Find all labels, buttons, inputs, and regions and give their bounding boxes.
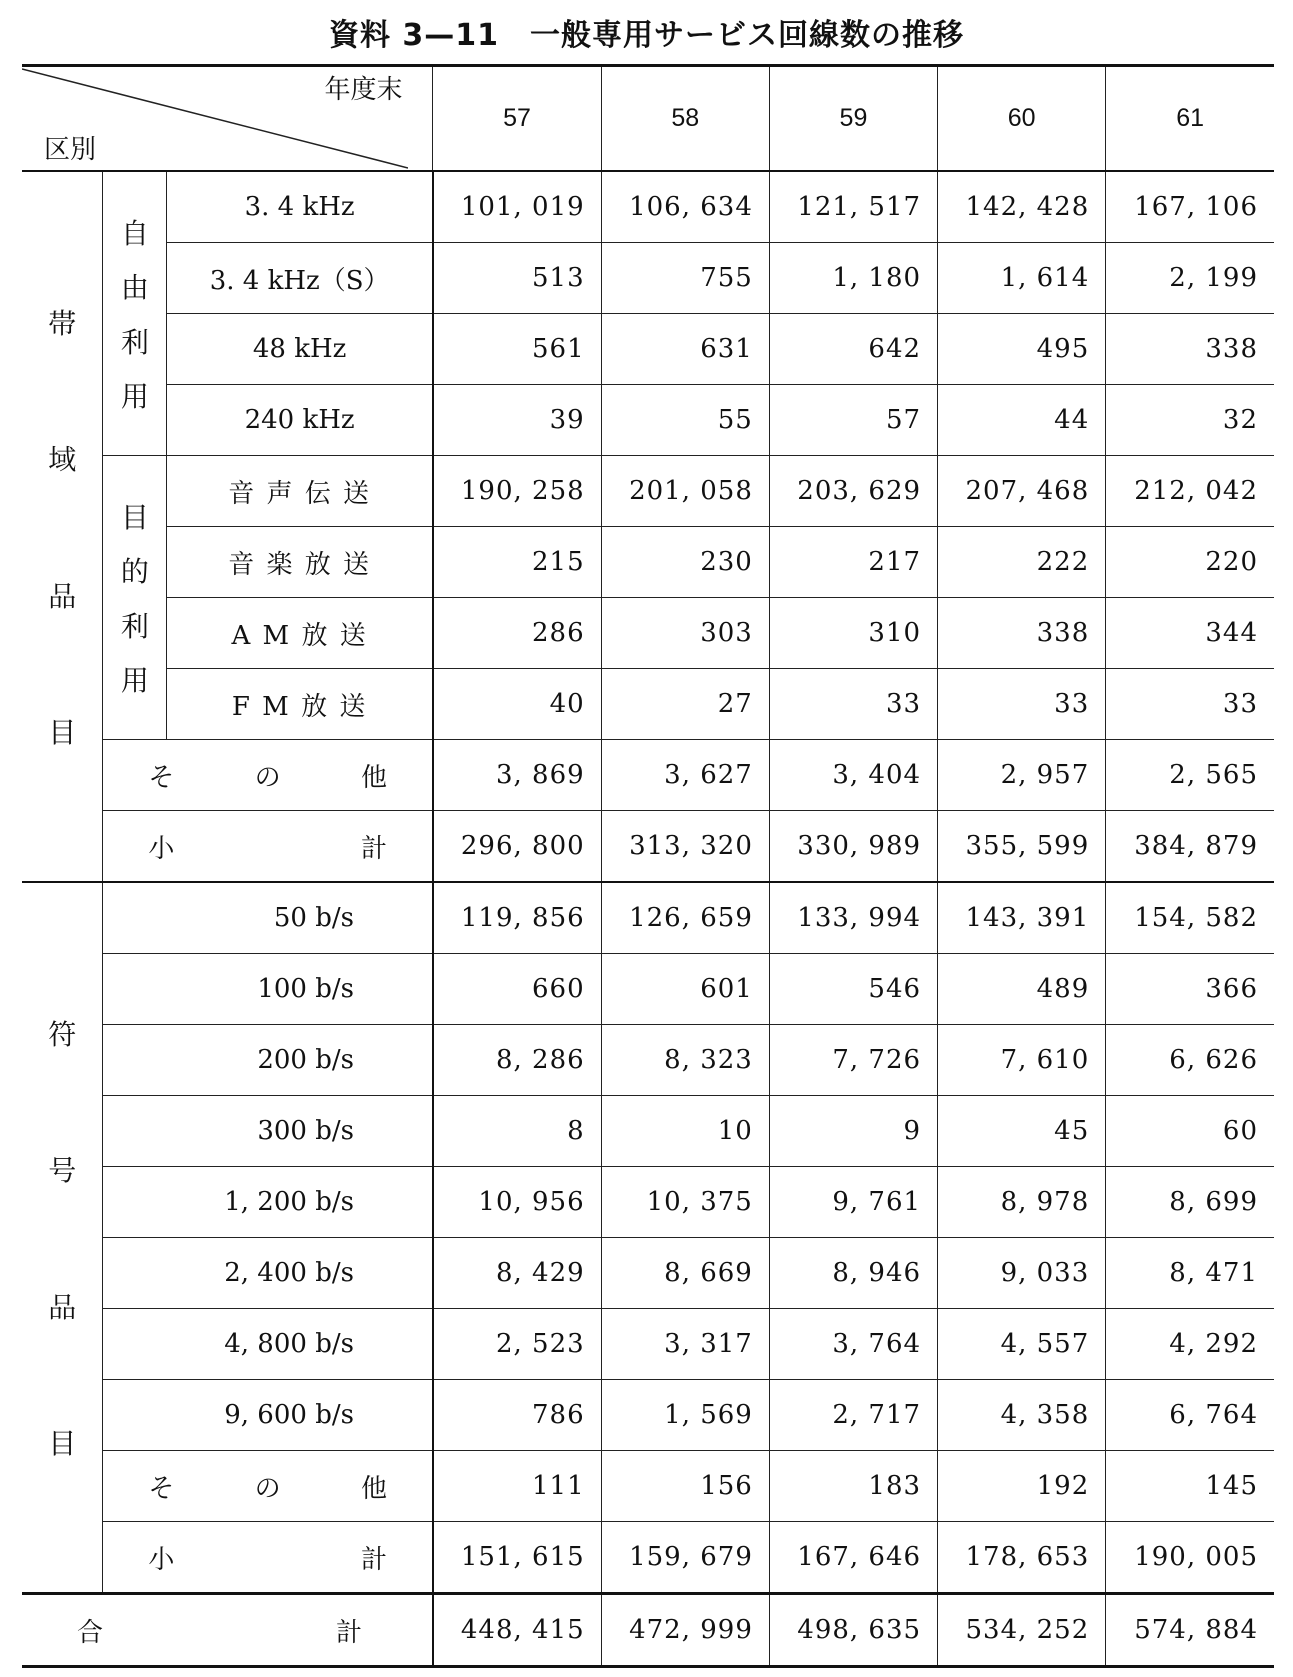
free-use-label-char: 利 bbox=[120, 325, 149, 359]
item-label: 1, 200 b/s bbox=[103, 1167, 433, 1238]
value-cell: 57 bbox=[769, 385, 937, 456]
year-header: 61 bbox=[1106, 66, 1274, 172]
value-cell: 10, 375 bbox=[601, 1167, 769, 1238]
value-cell: 145 bbox=[1106, 1451, 1274, 1522]
table-row bbox=[22, 1025, 1274, 1096]
value-cell: 344 bbox=[1106, 598, 1274, 669]
value-cell: 755 bbox=[601, 243, 769, 314]
table-row bbox=[22, 954, 1274, 1025]
value-cell: 8, 323 bbox=[601, 1025, 769, 1096]
item-label: 300 b/s bbox=[103, 1096, 433, 1167]
free-use-label-char: 由 bbox=[120, 271, 149, 305]
value-cell: 313, 320 bbox=[601, 811, 769, 883]
value-cell: 143, 391 bbox=[938, 882, 1106, 954]
band-category-label-char: 域 bbox=[48, 443, 77, 477]
other-label-char: そ bbox=[148, 762, 175, 793]
item-label: 音 声 伝 送 bbox=[167, 456, 433, 527]
value-cell: 355, 599 bbox=[938, 811, 1106, 883]
table-row bbox=[22, 1451, 1274, 1522]
value-cell: 786 bbox=[433, 1380, 601, 1451]
value-cell: 178, 653 bbox=[938, 1522, 1106, 1594]
year-header: 60 bbox=[938, 66, 1106, 172]
table-row bbox=[22, 1380, 1274, 1451]
table-row bbox=[22, 1238, 1274, 1309]
value-cell: 489 bbox=[938, 954, 1106, 1025]
value-cell: 220 bbox=[1106, 527, 1274, 598]
value-cell: 338 bbox=[938, 598, 1106, 669]
code-category-label bbox=[22, 882, 103, 1594]
total-label-text bbox=[22, 1612, 432, 1649]
value-cell: 40 bbox=[433, 669, 601, 740]
value-cell: 660 bbox=[433, 954, 601, 1025]
value-cell: 9 bbox=[769, 1096, 937, 1167]
value-cell: 366 bbox=[1106, 954, 1274, 1025]
free-use-label-char: 自 bbox=[120, 216, 149, 250]
value-cell: 631 bbox=[601, 314, 769, 385]
value-cell: 4, 358 bbox=[938, 1380, 1106, 1451]
subtotal-label-text bbox=[103, 1539, 432, 1576]
purpose-use-label-char: 的 bbox=[120, 555, 149, 589]
value-cell: 167, 646 bbox=[769, 1522, 937, 1594]
code-category-label-stack bbox=[22, 965, 102, 1511]
item-label: 3. 4 kHz bbox=[167, 171, 433, 243]
item-label: 3. 4 kHz（S） bbox=[167, 243, 433, 314]
category-header-label: 区別 bbox=[44, 135, 97, 165]
value-cell: 495 bbox=[938, 314, 1106, 385]
page-title: 資料 3—11 一般専用サービス回線数の推移 bbox=[328, 18, 965, 53]
subtotal-label-text bbox=[103, 828, 432, 865]
item-label: 9, 600 b/s bbox=[103, 1380, 433, 1451]
value-cell: 8, 471 bbox=[1106, 1238, 1274, 1309]
free-use-label-stack bbox=[103, 204, 166, 422]
value-cell: 642 bbox=[769, 314, 937, 385]
band-category-label-char: 品 bbox=[48, 579, 77, 613]
value-cell: 3, 317 bbox=[601, 1309, 769, 1380]
purpose-use-label-char: 用 bbox=[120, 664, 149, 698]
code-category-label-char: 品 bbox=[48, 1290, 77, 1324]
value-cell: 8, 978 bbox=[938, 1167, 1106, 1238]
value-cell: 10 bbox=[601, 1096, 769, 1167]
table-row bbox=[22, 456, 1274, 527]
value-cell: 3, 764 bbox=[769, 1309, 937, 1380]
value-cell: 203, 629 bbox=[769, 456, 937, 527]
item-label: 200 b/s bbox=[103, 1025, 433, 1096]
table-row bbox=[22, 882, 1274, 954]
value-cell: 7, 726 bbox=[769, 1025, 937, 1096]
table-row bbox=[22, 811, 1274, 883]
free-use-label bbox=[103, 171, 167, 456]
value-cell: 10, 956 bbox=[433, 1167, 601, 1238]
purpose-use-label-char: 利 bbox=[120, 609, 149, 643]
value-cell: 4, 557 bbox=[938, 1309, 1106, 1380]
free-use-label-char: 用 bbox=[120, 380, 149, 414]
other-label-char: 他 bbox=[360, 762, 387, 793]
value-cell: 3, 869 bbox=[433, 740, 601, 811]
value-cell: 142, 428 bbox=[938, 171, 1106, 243]
value-cell: 2, 957 bbox=[938, 740, 1106, 811]
item-label: 100 b/s bbox=[103, 954, 433, 1025]
other-label-char: そ bbox=[148, 1473, 175, 1504]
purpose-use-label-char: 目 bbox=[120, 500, 149, 534]
value-cell: 2, 565 bbox=[1106, 740, 1274, 811]
value-cell: 151, 615 bbox=[433, 1522, 601, 1594]
code-category-label-char: 号 bbox=[48, 1154, 77, 1188]
value-cell: 546 bbox=[769, 954, 937, 1025]
value-cell: 8, 669 bbox=[601, 1238, 769, 1309]
value-cell: 1, 180 bbox=[769, 243, 937, 314]
other-label-char: の bbox=[254, 762, 281, 793]
item-label: 50 b/s bbox=[103, 882, 433, 954]
table-row bbox=[22, 598, 1274, 669]
value-cell: 310 bbox=[769, 598, 937, 669]
value-cell: 45 bbox=[938, 1096, 1106, 1167]
value-cell: 4, 292 bbox=[1106, 1309, 1274, 1380]
value-cell: 448, 415 bbox=[433, 1594, 601, 1667]
value-cell: 192 bbox=[938, 1451, 1106, 1522]
value-cell: 330, 989 bbox=[769, 811, 937, 883]
value-cell: 303 bbox=[601, 598, 769, 669]
subtotal-label-char: 小 bbox=[148, 1544, 175, 1575]
value-cell: 8, 429 bbox=[433, 1238, 601, 1309]
value-cell: 167, 106 bbox=[1106, 171, 1274, 243]
item-label: F M 放 送 bbox=[167, 669, 433, 740]
other-label-char: の bbox=[254, 1473, 281, 1504]
value-cell: 39 bbox=[433, 385, 601, 456]
value-cell: 574, 884 bbox=[1106, 1594, 1274, 1667]
other-label bbox=[103, 740, 433, 811]
table-row bbox=[22, 1096, 1274, 1167]
other-label-text bbox=[103, 757, 432, 794]
item-label: 4, 800 b/s bbox=[103, 1309, 433, 1380]
value-cell: 33 bbox=[1106, 669, 1274, 740]
value-cell: 207, 468 bbox=[938, 456, 1106, 527]
item-label: 音 楽 放 送 bbox=[167, 527, 433, 598]
table-row bbox=[22, 1309, 1274, 1380]
item-label: 240 kHz bbox=[167, 385, 433, 456]
code-category-label-char: 目 bbox=[48, 1427, 77, 1461]
band-category-label bbox=[22, 171, 103, 882]
value-cell: 384, 879 bbox=[1106, 811, 1274, 883]
purpose-use-label-stack bbox=[103, 488, 166, 706]
subtotal-label-char: 計 bbox=[360, 833, 387, 864]
value-cell: 215 bbox=[433, 527, 601, 598]
value-cell: 190, 005 bbox=[1106, 1522, 1274, 1594]
value-cell: 498, 635 bbox=[769, 1594, 937, 1667]
table-row bbox=[22, 314, 1274, 385]
value-cell: 8, 286 bbox=[433, 1025, 601, 1096]
subtotal-label-char: 小 bbox=[148, 833, 175, 864]
other-label-char: 他 bbox=[360, 1473, 387, 1504]
value-cell: 230 bbox=[601, 527, 769, 598]
value-cell: 156 bbox=[601, 1451, 769, 1522]
value-cell: 60 bbox=[1106, 1096, 1274, 1167]
value-cell: 561 bbox=[433, 314, 601, 385]
value-cell: 111 bbox=[433, 1451, 601, 1522]
value-cell: 119, 856 bbox=[433, 882, 601, 954]
item-label: 48 kHz bbox=[167, 314, 433, 385]
value-cell: 33 bbox=[769, 669, 937, 740]
value-cell: 183 bbox=[769, 1451, 937, 1522]
total-row bbox=[22, 1594, 1274, 1667]
value-cell: 601 bbox=[601, 954, 769, 1025]
value-cell: 8 bbox=[433, 1096, 601, 1167]
value-cell: 472, 999 bbox=[601, 1594, 769, 1667]
value-cell: 27 bbox=[601, 669, 769, 740]
value-cell: 3, 627 bbox=[601, 740, 769, 811]
total-label-char: 合 bbox=[77, 1617, 104, 1648]
band-category-label-char: 帯 bbox=[48, 306, 77, 340]
value-cell: 2, 717 bbox=[769, 1380, 937, 1451]
table-row bbox=[22, 669, 1274, 740]
other-label-text bbox=[103, 1468, 432, 1505]
year-header: 57 bbox=[433, 66, 601, 172]
table-row bbox=[22, 527, 1274, 598]
value-cell: 190, 258 bbox=[433, 456, 601, 527]
code-category-label-char: 符 bbox=[48, 1017, 77, 1051]
value-cell: 33 bbox=[938, 669, 1106, 740]
value-cell: 106, 634 bbox=[601, 171, 769, 243]
value-cell: 55 bbox=[601, 385, 769, 456]
value-cell: 44 bbox=[938, 385, 1106, 456]
subtotal-label-char: 計 bbox=[360, 1544, 387, 1575]
value-cell: 286 bbox=[433, 598, 601, 669]
value-cell: 32 bbox=[1106, 385, 1274, 456]
value-cell: 101, 019 bbox=[433, 171, 601, 243]
item-label: 2, 400 b/s bbox=[103, 1238, 433, 1309]
purpose-use-label bbox=[103, 456, 167, 740]
band-category-label-stack bbox=[22, 254, 102, 800]
value-cell: 6, 626 bbox=[1106, 1025, 1274, 1096]
value-cell: 6, 764 bbox=[1106, 1380, 1274, 1451]
table-row bbox=[22, 1167, 1274, 1238]
value-cell: 217 bbox=[769, 527, 937, 598]
total-label-char: 計 bbox=[335, 1617, 362, 1648]
value-cell: 2, 523 bbox=[433, 1309, 601, 1380]
other-label bbox=[103, 1451, 433, 1522]
value-cell: 7, 610 bbox=[938, 1025, 1106, 1096]
subtotal-label bbox=[103, 1522, 433, 1594]
value-cell: 338 bbox=[1106, 314, 1274, 385]
header-row bbox=[22, 66, 1274, 172]
value-cell: 1, 614 bbox=[938, 243, 1106, 314]
table-row bbox=[22, 171, 1274, 243]
year-header: 58 bbox=[601, 66, 769, 172]
value-cell: 133, 994 bbox=[769, 882, 937, 954]
table-row bbox=[22, 385, 1274, 456]
value-cell: 8, 699 bbox=[1106, 1167, 1274, 1238]
value-cell: 296, 800 bbox=[433, 811, 601, 883]
table-row bbox=[22, 243, 1274, 314]
value-cell: 222 bbox=[938, 527, 1106, 598]
year-header-label: 年度末 bbox=[324, 75, 403, 105]
value-cell: 121, 517 bbox=[769, 171, 937, 243]
value-cell: 9, 033 bbox=[938, 1238, 1106, 1309]
header-corner-cell bbox=[22, 66, 433, 172]
value-cell: 154, 582 bbox=[1106, 882, 1274, 954]
value-cell: 513 bbox=[433, 243, 601, 314]
value-cell: 9, 761 bbox=[769, 1167, 937, 1238]
value-cell: 126, 659 bbox=[601, 882, 769, 954]
table-row bbox=[22, 740, 1274, 811]
band-category-label-char: 目 bbox=[48, 716, 77, 750]
value-cell: 2, 199 bbox=[1106, 243, 1274, 314]
value-cell: 212, 042 bbox=[1106, 456, 1274, 527]
value-cell: 3, 404 bbox=[769, 740, 937, 811]
item-label: A M 放 送 bbox=[167, 598, 433, 669]
subtotal-label bbox=[103, 811, 433, 883]
value-cell: 159, 679 bbox=[601, 1522, 769, 1594]
table-row bbox=[22, 1522, 1274, 1594]
value-cell: 8, 946 bbox=[769, 1238, 937, 1309]
value-cell: 201, 058 bbox=[601, 456, 769, 527]
total-label bbox=[22, 1594, 433, 1667]
value-cell: 534, 252 bbox=[938, 1594, 1106, 1667]
lines-table bbox=[22, 64, 1274, 1668]
value-cell: 1, 569 bbox=[601, 1380, 769, 1451]
year-header: 59 bbox=[769, 66, 937, 172]
